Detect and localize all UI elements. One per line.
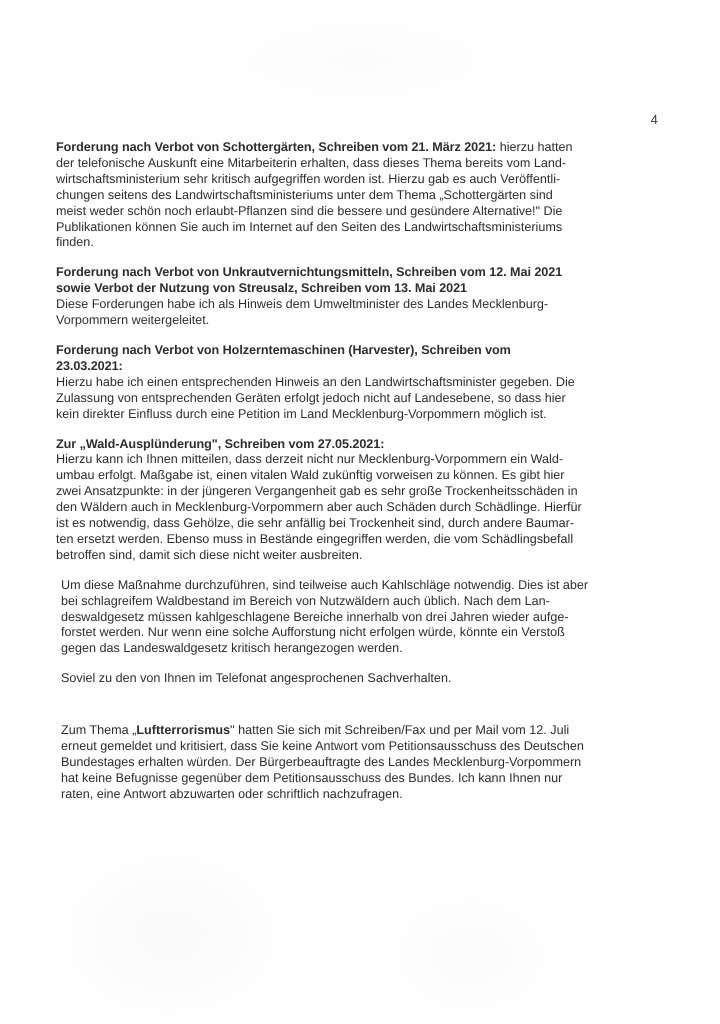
section-body-line: chungen seitens des Landwirtschaftsministeriums unter dem Thema „Schottergärten sind — [56, 187, 553, 202]
section-body-line: Diese Forderungen habe ich als Hinweis dem Umweltminister des Landes Mecklenburg- — [56, 297, 549, 312]
section-body-line: den Wäldern auch in Mecklenburg-Vorpommern aber auch Schäden durch Schädlinge. Hierfür — [56, 500, 582, 515]
section-body-line: Hierzu kann ich Ihnen mitteilen, dass derzeit nicht nur Mecklenburg-Vorpommern ein Wald- — [56, 452, 564, 467]
paragraph-luftterrorismus — [61, 723, 658, 803]
section-body-line: kein direkter Einfluss durch eine Petition im Land Mecklenburg-Vorpommern möglich ist. — [56, 406, 547, 421]
section-heading-line: Forderung nach Verbot von Holzerntemaschinen (Harvester), Schreiben vom — [56, 342, 511, 357]
section-schottergaerten — [56, 140, 658, 251]
section-body-line: finden. — [56, 235, 94, 250]
paragraph-line: raten, eine Antwort abzuwarten oder schriftlich nachzufragen. — [61, 786, 403, 801]
section-body-line: hierzu hatten — [496, 140, 573, 154]
section-body-line: Vorpommern weitergeleitet. — [56, 313, 210, 328]
paragraph-line: forstet werden. Nur wenn eine solche Aufforstung nicht erfolgen würde, könnte ein Verstoß — [61, 625, 565, 640]
section-body-line: ten ersetzt werden. Ebenso muss in Bestände eingegriffen werden, die vom Schädlingsbefall — [56, 531, 574, 546]
section-body-line: meist weder schön noch erlaubt-Pflanzen sind die bessere und gesündere Alternative!" Die — [56, 203, 563, 218]
bold-term-luftterrorismus: Luftterrorismus — [136, 723, 231, 738]
section-wald-auspluenderung — [56, 437, 658, 564]
paragraph-line: bei schlagreifem Waldbestand im Bereich von Nutzwäldern auch üblich. Nach dem Lan- — [61, 593, 550, 608]
section-heading-line: sowie Verbot der Nutzung von Streusalz, Schreiben vom 13. Mai 2021 — [56, 281, 468, 296]
page-number: 4 — [650, 112, 658, 127]
section-body-line: Publikationen können Sie auch im Internet auf den Seiten des Landwirtschaftsministeriums — [56, 219, 563, 234]
section-heading-line: Zur „Wald-Ausplünderung", Schreiben vom 27.05.2021: — [56, 436, 385, 451]
section-heading-line: 23.03.2021: — [56, 358, 123, 373]
paragraph-after-term: " hatten Sie sich mit Schreiben/Fax und per Mail vom 12. Juli — [230, 723, 570, 738]
section-heading-line: Forderung nach Verbot von Unkrautvernichtungsmitteln, Schreiben vom 12. Mai 2021 — [56, 265, 563, 280]
paragraph-line: Um diese Maßnahme durchzuführen, sind teilweise auch Kahlschläge notwendig. Dies ist aber — [61, 577, 589, 592]
paragraph-line: hat keine Befugnisse gegenüber dem Petitionsausschuss des Bundes. Ich kann Ihnen nur — [61, 770, 563, 785]
paragraph-kahlschlaege — [61, 578, 658, 658]
paragraph-line: Bundestages erhalten würden. Der Bürgerbeauftragte des Landes Mecklenburg-Vorpommern — [61, 755, 582, 769]
letter-body — [56, 140, 658, 817]
paragraph-line: gegen das Landeswaldgesetz kritisch herangezogen werden. — [61, 641, 403, 656]
section-body-line: Zulassung von entsprechenden Geräten erfolgt jedoch nicht auf Landesebene, so dass hier — [56, 390, 566, 405]
section-body-line: wirtschaftsministerium sehr kritisch aufgegriffen worden ist. Hierzu gab es auch Veröffentli- — [56, 171, 561, 186]
paragraph-soviel — [61, 671, 658, 687]
section-body-line: ist es notwendig, dass Gehölze, die sehr anfällig bei Trockenheit sind, durch andere Baumar- — [56, 516, 575, 531]
section-body-line: betroffen sind, damit sich diese nicht weiter ausbreiten. — [56, 547, 363, 562]
paragraph-line: deswaldgesetz müssen kahlgeschlagene Bereiche innerhalb von drei Jahren wieder aufge- — [61, 609, 569, 624]
paragraph-lead-text: Zum Thema „ — [61, 723, 137, 738]
section-body-line: zwei Ansatzpunkte: in der jüngeren Vergangenheit gab es sehr große Trockenheitsschäden in — [56, 484, 578, 499]
paragraph-line: Soviel zu den von Ihnen im Telefonat angesprochenen Sachverhalten. — [61, 671, 452, 686]
section-body-line: umbau erfolgt. Maßgabe ist, einen vitalen Wald zukünftig vorweisen zu können. Es gibt hier — [56, 468, 565, 483]
section-body-line: Hierzu habe ich einen entsprechenden Hinweis an den Landwirtschaftsminister gegeben. Die — [56, 374, 575, 389]
section-heading-schottergaerten: Forderung nach Verbot von Schottergärten, Schreiben vom 21. März 2021: — [56, 140, 497, 154]
paragraph-line: erneut gemeldet und kritisiert, dass Sie keine Antwort vom Petitionsausschuss des Deutschen — [61, 739, 584, 754]
section-holzerntemaschinen — [56, 343, 658, 423]
section-body-line: der telefonische Auskunft eine Mitarbeiterin erhalten, dass dieses Thema bereits vom Land- — [56, 155, 567, 170]
section-unkrautvernichtungsmittel — [56, 265, 658, 329]
